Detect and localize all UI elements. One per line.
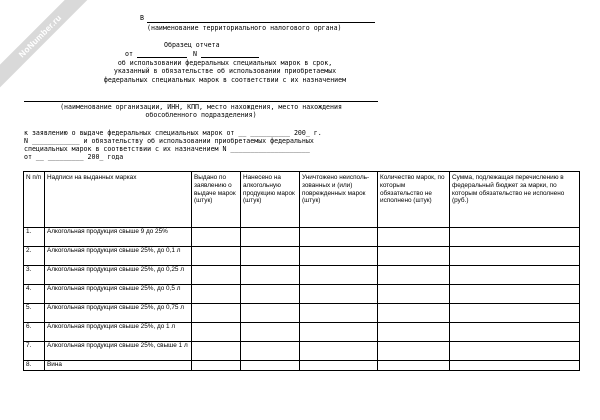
report-title: Образец отчета: [164, 41, 220, 49]
subtitle-line-1: об использовании федеральных специальных марок в срок,: [117, 59, 333, 67]
cell-destroyed: [300, 361, 378, 371]
row-label: Алкогольная продукция свыше 25%, до 0,1 л: [45, 247, 192, 266]
subtitle-line-2: указанный в обязательстве об использовании приобретаемых: [113, 67, 337, 75]
table-row: [24, 228, 580, 247]
watermark-text: NoNumber.ru: [16, 12, 64, 60]
table-row: [24, 266, 580, 285]
cell-applied: [241, 342, 300, 361]
cell-amount: [450, 228, 580, 247]
row-number: 7.: [24, 342, 45, 361]
row-label: Вина: [45, 361, 192, 371]
row-number: 6.: [24, 323, 45, 342]
col-header-unfulfilled: Количество марок, по которым обязательство не исполнено (штук): [378, 172, 450, 228]
v-prefix: В: [140, 14, 144, 22]
col-header-destroyed: Уничтожено неисполь-зованных и (или) поврежденных марок (штук): [300, 172, 378, 228]
row-label: Алкогольная продукция свыше 9 до 25%: [45, 228, 192, 247]
col-header-amount: Сумма, подлежащая перечислению в федеральный бюджет за марки, по которым обязательство не исполнено (руб.): [450, 172, 580, 228]
col-header-issued: Выдано по заявлению о выдаче марок (штук): [192, 172, 241, 228]
table-header-row: [24, 172, 580, 228]
row-label: Алкогольная продукция свыше 25%, до 0,25 л: [45, 266, 192, 285]
cell-issued: [192, 247, 241, 266]
col-header-number: N п/п: [24, 172, 45, 228]
cell-issued: [192, 304, 241, 323]
row-number: 5.: [24, 304, 45, 323]
col-header-applied: Нанесено на алкогольную продукцию марок (штук): [241, 172, 300, 228]
table-row: [24, 247, 580, 266]
cell-amount: [450, 361, 580, 371]
cell-destroyed: [300, 323, 378, 342]
cell-destroyed: [300, 266, 378, 285]
cell-destroyed: [300, 285, 378, 304]
cell-issued: [192, 342, 241, 361]
cell-amount: [450, 323, 580, 342]
number-label: N: [193, 50, 197, 58]
table-row: [24, 304, 580, 323]
cell-issued: [192, 361, 241, 371]
cell-issued: [192, 323, 241, 342]
statement-line-1: к заявлению о выдаче федеральных специальных марок от __ __________ 200_ г.: [24, 129, 322, 137]
cell-applied: [241, 361, 300, 371]
subtitle-line-3: федеральных специальных марок в соответствии с их назначением: [103, 76, 347, 84]
cell-issued: [192, 266, 241, 285]
cell-amount: [450, 247, 580, 266]
organization-line: [24, 101, 378, 102]
cell-applied: [241, 323, 300, 342]
cell-amount: [450, 342, 580, 361]
cell-applied: [241, 266, 300, 285]
authority-line: [147, 22, 375, 23]
table-row: [24, 323, 580, 342]
cell-destroyed: [300, 247, 378, 266]
cell-amount: [450, 266, 580, 285]
cell-applied: [241, 285, 300, 304]
col-header-inscription: Надписи на выданных марках: [45, 172, 192, 228]
cell-amount: [450, 304, 580, 323]
report-number-line: [201, 57, 259, 58]
authority-caption: (наименование территориального налогового органа): [147, 24, 342, 32]
cell-unfulfilled: [378, 228, 450, 247]
row-label: Алкогольная продукция свыше 25%, до 1 л: [45, 323, 192, 342]
cell-unfulfilled: [378, 285, 450, 304]
row-number: 1.: [24, 228, 45, 247]
table-row: [24, 361, 580, 371]
cell-amount: [450, 285, 580, 304]
table-row: [24, 342, 580, 361]
row-number: 4.: [24, 285, 45, 304]
row-label: Алкогольная продукция свыше 25%, свыше 1 л: [45, 342, 192, 361]
cell-destroyed: [300, 304, 378, 323]
row-number: 2.: [24, 247, 45, 266]
cell-applied: [241, 228, 300, 247]
report-table: [23, 171, 580, 371]
row-label: Алкогольная продукция свыше 25%, до 0,75 л: [45, 304, 192, 323]
cell-applied: [241, 304, 300, 323]
cell-applied: [241, 247, 300, 266]
cell-issued: [192, 228, 241, 247]
from-label: от: [125, 50, 133, 58]
cell-unfulfilled: [378, 304, 450, 323]
row-number: 3.: [24, 266, 45, 285]
cell-unfulfilled: [378, 361, 450, 371]
statement-line-3: специальных марок в соответствии с их назначением N ____________________: [24, 145, 310, 153]
row-number: 8.: [24, 361, 45, 371]
row-label: Алкогольная продукция свыше 25%, до 0,5 л: [45, 285, 192, 304]
cell-unfulfilled: [378, 247, 450, 266]
cell-issued: [192, 285, 241, 304]
cell-unfulfilled: [378, 323, 450, 342]
org-caption-line-2: обособленного подразделения): [145, 111, 257, 119]
cell-unfulfilled: [378, 342, 450, 361]
cell-destroyed: [300, 228, 378, 247]
org-caption-line-1: (наименование организации, ИНН, КПП, место нахождения, место нахождения: [60, 103, 342, 111]
cell-destroyed: [300, 342, 378, 361]
report-date-line: [137, 57, 187, 58]
statement-line-4: от __ _________ 200_ года: [24, 153, 124, 161]
table-row: [24, 285, 580, 304]
cell-unfulfilled: [378, 266, 450, 285]
statement-line-2: N ____________ и обязательству об использовании приобретаемых федеральных: [24, 137, 314, 145]
